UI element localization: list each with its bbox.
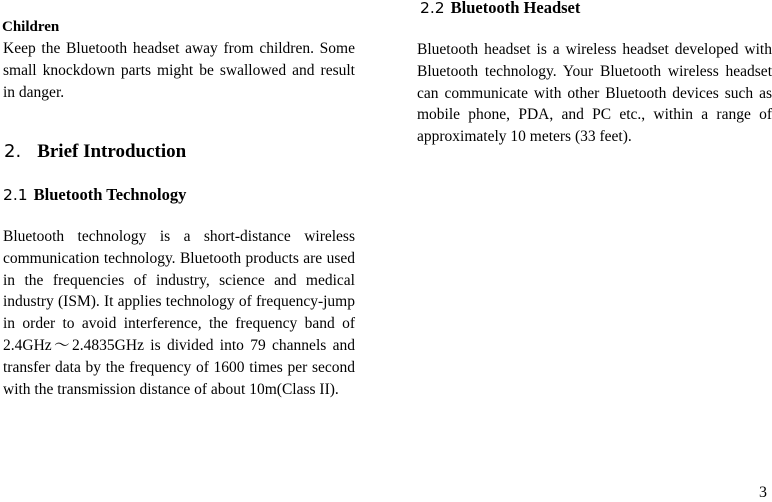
page-number: 3 bbox=[759, 484, 767, 501]
children-warning-text: Keep the Bluetooth headset away from children. Some small knockdown parts might be swallowed and result in danger. bbox=[3, 40, 355, 101]
children-heading: Children bbox=[2, 19, 60, 35]
bluetooth-headset-text: Bluetooth headset is a wireless headset developed with Bluetooth technology. Your Bluetooth wireless headset can communicate with other Bluetooth devices such as mobile phone, PDA, and PC etc., within a range of approximately 10 meters (33 feet). bbox=[417, 41, 772, 146]
subsection-number: 2.2 bbox=[420, 0, 445, 17]
subsection-title: Bluetooth Headset bbox=[450, 0, 581, 17]
subsection-title: Bluetooth Technology bbox=[33, 185, 187, 204]
subsection-heading-bluetooth-headset bbox=[420, 0, 580, 18]
bluetooth-technology-text: Bluetooth technology is a short-distance wireless communication technology. Bluetooth products are used in the frequencies of industry, science and medical industry (ISM). It applies technology of frequency-jump in order to avoid interference, the frequency band of 2.4GHz～2.4835GHz is divided into 79 channels and transfer data by the frequency of 1600 times per second with the transmission distance of about 10m(Class II). bbox=[3, 228, 355, 398]
section-number: 2. bbox=[4, 141, 22, 162]
subsection-number: 2.1 bbox=[3, 186, 28, 204]
section-heading-brief-introduction bbox=[4, 141, 186, 163]
subsection-heading-bluetooth-technology bbox=[3, 185, 186, 205]
section-title: Brief Introduction bbox=[37, 141, 187, 162]
